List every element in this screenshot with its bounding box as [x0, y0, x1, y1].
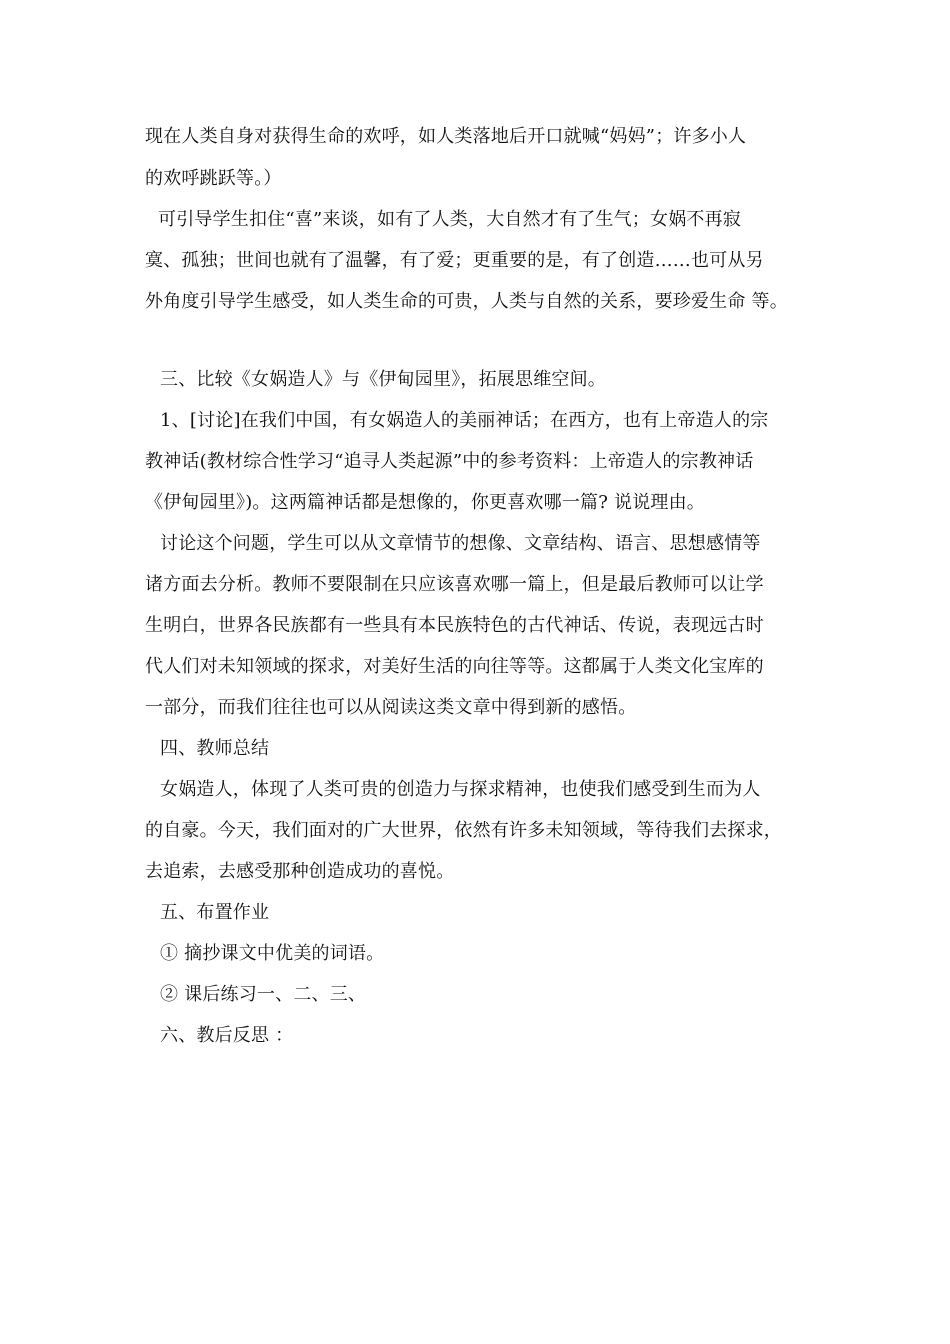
text-line: 去追索，去感受那种创造成功的喜悦。: [145, 861, 455, 882]
text-line: 可引导学生扣住“喜”来谈，如有了人类，大自然才有了生气；女娲不再寂: [158, 209, 742, 230]
list-item: ② 课后练习一、二、三、: [160, 984, 367, 1005]
text-line: 讨论这个问题，学生可以从文章情节的想像、文章结构、语言、思想感情等: [160, 533, 761, 554]
text-line: 《伊甸园里》)。这两篇神话都是想像的，你更喜欢哪一篇? 说说理由。: [145, 492, 705, 513]
section-heading: 三、比较《女娲造人》与《伊甸园里》，拓展思维空间。: [160, 369, 606, 390]
text-line: 寞、孤独；世间也就有了温馨，有了爱；更重要的是，有了创造……也可从另: [145, 250, 764, 271]
text-line: 生明白，世界各民族都有一些具有本民族特色的古代神话、传说，表现远古时: [145, 615, 764, 636]
section-heading: 五、布置作业: [160, 902, 270, 923]
text-line: 的自豪。今天，我们面对的广大世界，依然有许多未知领域，等待我们去探求，: [145, 820, 782, 841]
text-line: 女娲造人，体现了人类可贵的创造力与探求精神，也使我们感受到生而为人: [160, 779, 761, 800]
text-line: 一部分，而我们往往也可以从阅读这类文章中得到新的感悟。: [145, 697, 637, 718]
section-heading: 四、教师总结: [160, 738, 270, 759]
text-line: 1、[讨论]在我们中国，有女娲造人的美丽神话；在西方，也有上帝造人的宗: [160, 410, 769, 431]
text-line: 教神话(教材综合性学习“追寻人类起源”中的参考资料：上帝造人的宗教神话: [145, 451, 754, 472]
text-line: 外角度引导学生感受，如人类生命的可贵，人类与自然的关系，要珍爱生命 等。: [145, 291, 788, 312]
text-line: 现在人类自身对获得生命的欢呼，如人类落地后开口就喊“妈妈”；许多小人: [145, 126, 747, 147]
text-line: 的欢呼跳跃等。）: [145, 168, 282, 189]
list-item: ① 摘抄课文中优美的词语。: [160, 943, 385, 964]
section-heading: 六、教后反思 ：: [160, 1025, 294, 1046]
text-line: 代人们对未知领域的探求，对美好生活的向往等等。这都属于人类文化宝库的: [145, 656, 764, 677]
text-line: 诸方面去分析。教师不要限制在只应该喜欢哪一篇上，但是最后教师可以让学: [145, 574, 764, 595]
